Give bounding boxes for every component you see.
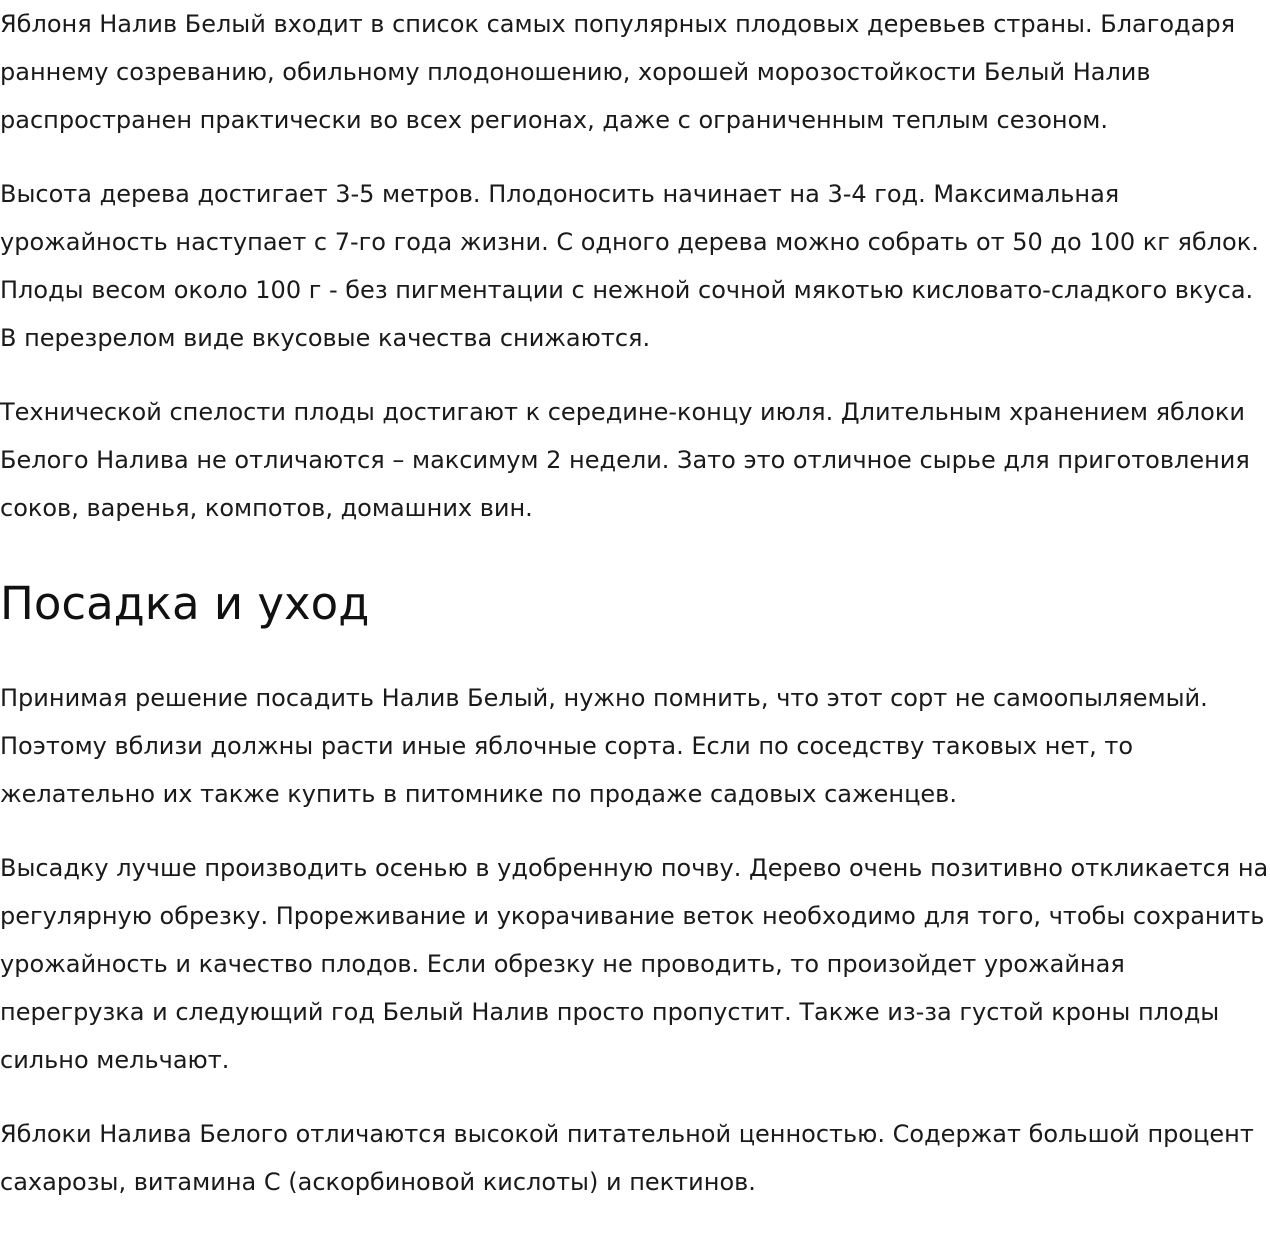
paragraph-nutrition: Яблоки Налива Белого отличаются высокой питательной ценностью. Содержат большой процент сахарозы, витамина С (аскорбиновой кислоты) и пектинов. <box>0 1120 1254 1196</box>
paragraph-planting-pruning: Высадку лучше производить осенью в удобренную почву. Дерево очень позитивно откликается на регулярную обрезку. Прореживание и укорачивание веток необходимо для того, чтобы сохранить урожайность и качество плодов. Если обрезку не проводить, то произойдет урожайная перегрузка и следующий год Белый Налив просто пропустит. Также из-за густой кроны плоды сильно мельчают. <box>0 854 1269 1074</box>
paragraph-ripening-storage: Технической спелости плоды достигают к середине-концу июля. Длительным хранением яблоки Белого Налива не отличаются – максимум 2 недели. Зато это отличное сырье для приготовления соков, варенья, компотов, домашних вин. <box>0 398 1250 522</box>
paragraph-intro: Яблоня Налив Белый входит в список самых популярных плодовых деревьев страны. Благодаря раннему созреванию, обильному плодоношению, хорошей морозостойкости Белый Налив распространен практически во всех регионах, даже с ограниченным теплым сезоном. <box>0 10 1236 134</box>
paragraph-tree-characteristics: Высота дерева достигает 3-5 метров. Плодоносить начинает на 3-4 год. Максимальная урожайность наступает с 7-го года жизни. С одного дерева можно собрать от 50 до 100 кг яблок. Плоды весом около 100 г - без пигментации с нежной сочной мякотью кисловато-сладкого вкуса. В перезрелом виде вкусовые качества снижаются. <box>0 180 1259 352</box>
paragraph-pollination: Принимая решение посадить Налив Белый, нужно помнить, что этот сорт не самоопыляемый. Поэтому вблизи должны расти иные яблочные сорта. Если по соседству таковых нет, то желательно их также купить в питомнике по продаже садовых саженцев. <box>0 684 1208 808</box>
section-heading-planting-care: Посадка и уход <box>0 577 370 630</box>
